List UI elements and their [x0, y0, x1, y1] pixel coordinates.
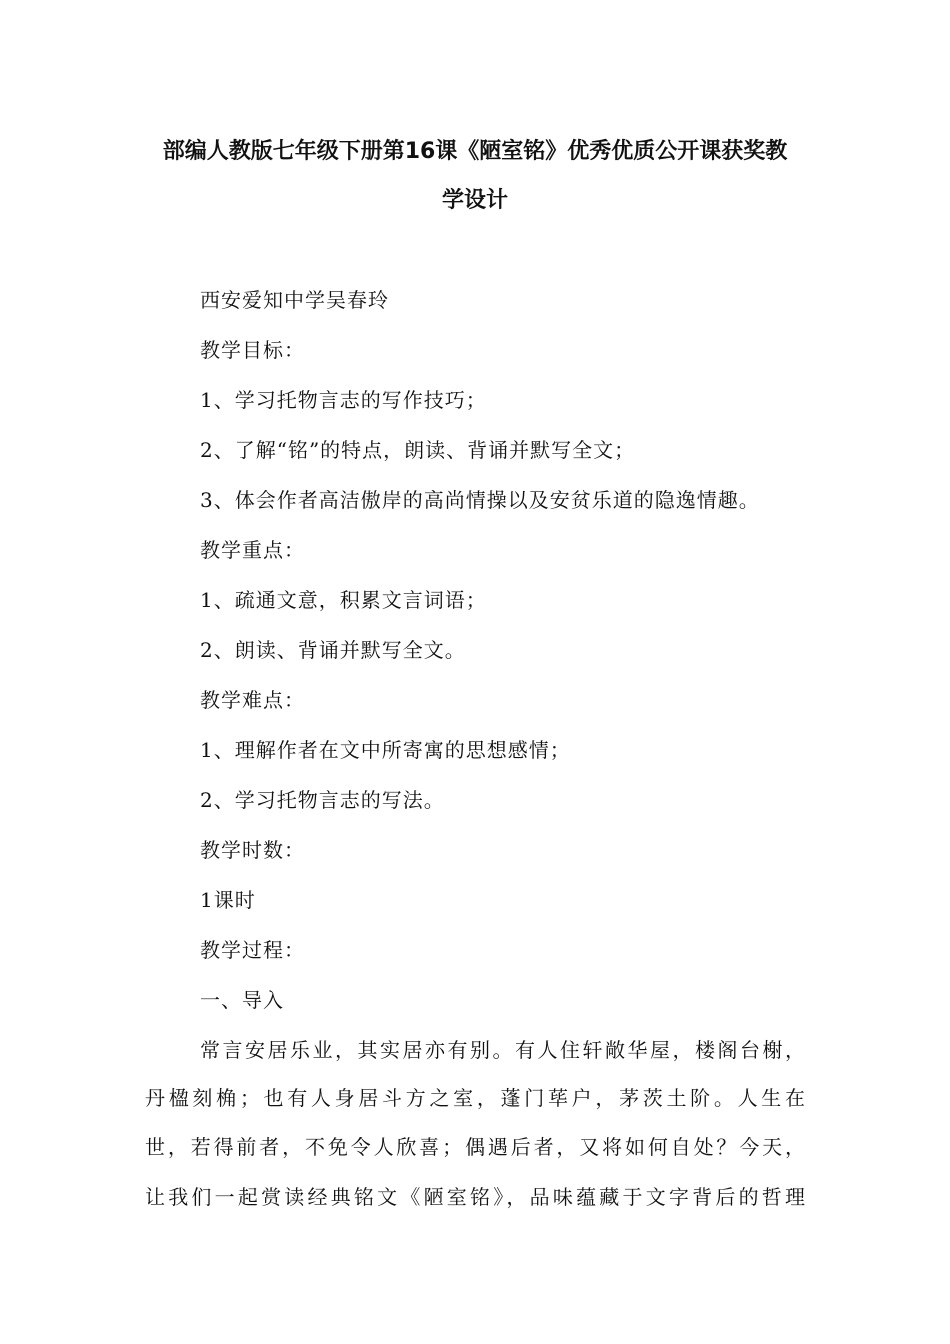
difficulty-item-2: 2、学习托物言志的写法。 [200, 788, 445, 812]
hours-value: 1课时 [200, 888, 256, 912]
difficulty-item-1: 1、理解作者在文中所寄寓的思想感情； [200, 738, 571, 762]
goal-item-2: 2、了解“铭”的特点，朗读、背诵并默写全文； [200, 438, 636, 462]
key-point-item-2: 2、朗读、背诵并默写全文。 [200, 638, 466, 662]
hours-heading: 教学时数： [200, 838, 305, 862]
goal-item-3: 3、体会作者高洁傲岸的高尚情操以及安贫乐道的隐逸情趣。 [200, 488, 760, 512]
process-heading: 教学过程： [200, 938, 305, 962]
goals-heading: 教学目标： [200, 338, 305, 362]
key-point-item-1: 1、疏通文意，积累文言词语； [200, 588, 487, 612]
author-line: 西安爱知中学吴春玲 [200, 288, 389, 312]
section-heading-intro: 一、导入 [200, 988, 284, 1012]
document-title-line-1: 部编人教版七年级下册第16课《陋室铭》优秀优质公开课获奖教 [162, 139, 788, 164]
intro-paragraph-line-3: 世，若得前者，不免令人欣喜；偶遇后者，又将如何自处？今天， [145, 1135, 805, 1159]
document-title-line-2: 学设计 [441, 188, 508, 213]
intro-paragraph-line-4: 让我们一起赏读经典铭文《陋室铭》，品味蕴藏于文字背后的哲理 [145, 1185, 805, 1209]
intro-paragraph-line-1: 常言安居乐业，其实居亦有别。有人住轩敞华屋，楼阁台榭， [200, 1038, 805, 1062]
difficulties-heading: 教学难点： [200, 688, 305, 712]
goal-item-1: 1、学习托物言志的写作技巧； [200, 388, 487, 412]
key-points-heading: 教学重点： [200, 538, 305, 562]
intro-paragraph-line-2: 丹楹刻桷；也有人身居斗方之室，蓬门荜户，茅茨土阶。人生在 [145, 1086, 805, 1110]
